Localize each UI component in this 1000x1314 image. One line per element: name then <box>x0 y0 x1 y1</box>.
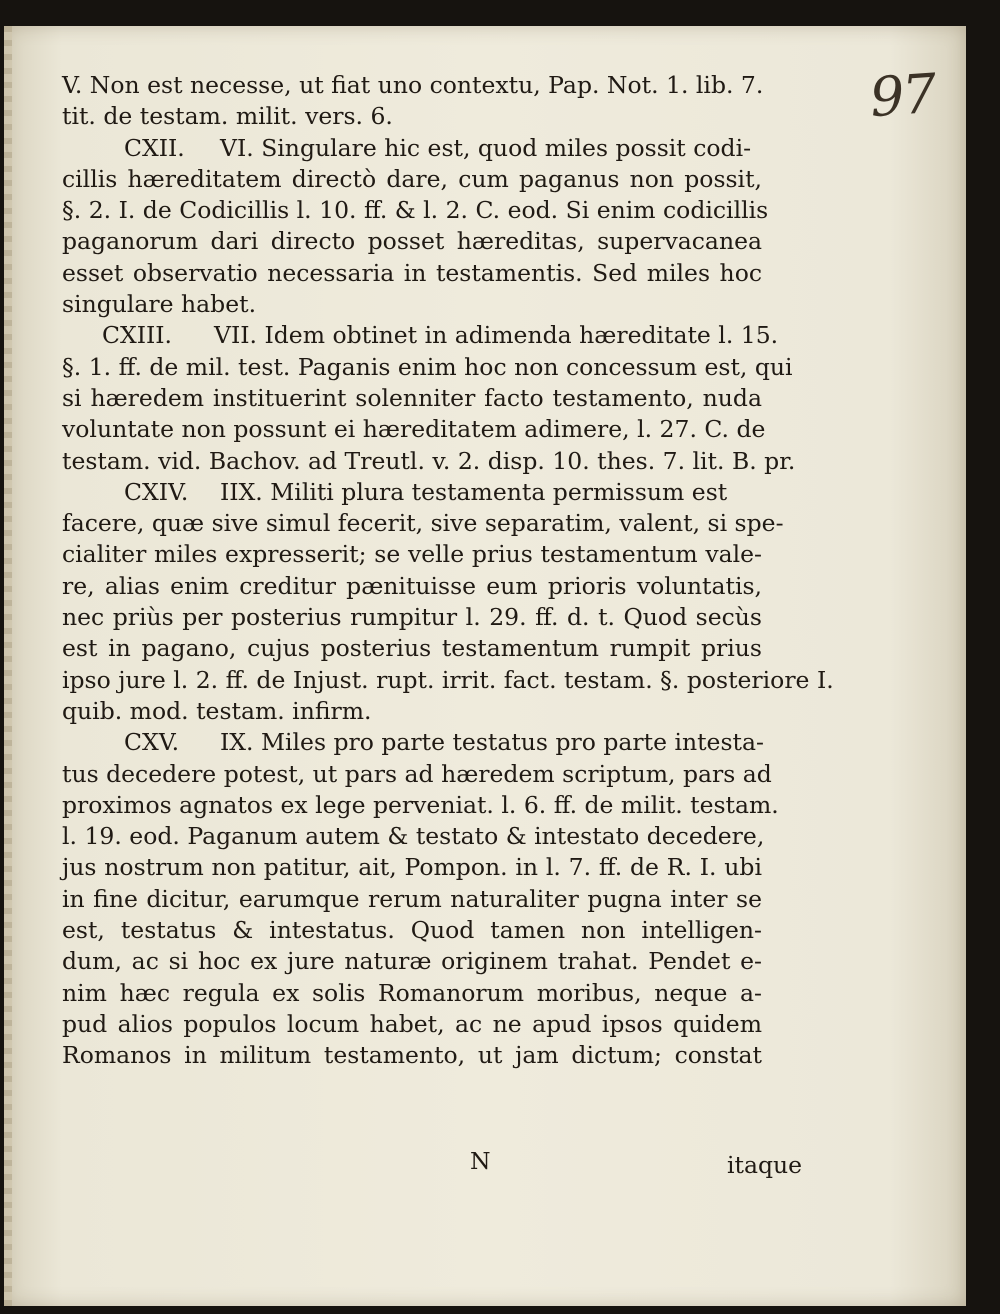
book-page <box>4 26 966 1306</box>
text-line: in fine dicitur, earumque rerum naturaliter pugna inter se <box>62 884 762 913</box>
text-line: facere, quæ sive simul fecerit, sive separatim, valent, si spe- <box>62 509 784 538</box>
text-line: singulare habet. <box>62 290 257 319</box>
signature-mark: N <box>470 1147 491 1175</box>
text-line: testam. vid. Bachov. ad Treutl. v. 2. disp. 10. thes. 7. lit. B. pr. <box>62 446 796 475</box>
section-number: CXV. <box>124 728 180 757</box>
text-line-content: IIX. Militi plura testamenta permissum est <box>220 477 728 506</box>
text-line: V. Non est necesse, ut fiat uno contextu, Pap. Not. 1. lib. 7. <box>62 71 764 99</box>
text-line: nec priùs per posterius rumpitur l. 29. ff. d. t. Quod secùs <box>62 603 762 632</box>
text-line <box>62 320 779 351</box>
text-line: est, testatus & intestatus. Quod tamen non intelligen- <box>62 916 762 945</box>
text-line: si hæredem instituerint solenniter facto testamento, nuda <box>62 383 762 412</box>
text-line: l. 19. eod. Paganum autem & testato & intestato decedere, <box>62 822 765 851</box>
catchword: itaque <box>727 1151 803 1179</box>
text-line <box>62 477 762 508</box>
text-line <box>62 133 762 164</box>
text-line: §. 1. ff. de mil. test. Paganis enim hoc non concessum est, qui <box>62 352 793 381</box>
text-line: nim hæc regula ex solis Romanorum moribus, neque a- <box>62 978 762 1007</box>
section-number: CXIV. <box>124 477 189 506</box>
text-line: est in pagano, cujus posterius testamentum rumpit prius <box>62 634 762 663</box>
text-line-content: VII. Idem obtinet in adimenda hæreditate l. 15. <box>214 321 779 350</box>
text-line: quib. mod. testam. infirm. <box>62 696 372 725</box>
text-line <box>62 727 762 758</box>
page-number: 97 <box>867 61 937 130</box>
section-number: CXII. <box>124 133 185 162</box>
text-line: pud alios populos locum habet, ac ne apud ipsos quidem <box>62 1009 762 1038</box>
text-line-content: IX. Miles pro parte testatus pro parte intesta- <box>220 728 764 757</box>
text-line: §. 2. I. de Codicillis l. 10. ff. & l. 2. C. eod. Si enim codicillis <box>62 196 769 225</box>
text-line: paganorum dari directo posset hæreditas, supervacanea <box>62 227 762 256</box>
text-line-content: VI. Singulare hic est, quod miles possit codi- <box>220 133 752 162</box>
text-line: Romanos in militum testamento, ut jam dictum; constat <box>62 1041 762 1070</box>
binding-edge <box>4 26 12 1306</box>
text-line: esset observatio necessaria in testamentis. Sed miles hoc <box>62 258 762 287</box>
text-line: cialiter miles expresserit; se velle prius testamentum vale- <box>62 540 762 569</box>
body-text <box>62 70 834 1179</box>
text-line: tit. de testam. milit. vers. 6. <box>62 102 393 131</box>
text-line: voluntate non possunt ei hæreditatem adimere, l. 27. C. de <box>62 415 766 444</box>
text-line: re, alias enim creditur pænituisse eum prioris voluntatis, <box>62 571 762 600</box>
section-number: CXIII. <box>102 321 173 350</box>
text-line: tus decedere potest, ut pars ad hæredem scriptum, pars ad <box>62 759 772 788</box>
text-line: cillis hæreditatem directò dare, cum paganus non possit, <box>62 164 762 193</box>
text-line: proximos agnatos ex lege perveniat. l. 6. ff. de milit. testam. <box>62 790 779 819</box>
text-line: ipso jure l. 2. ff. de Injust. rupt. irrit. fact. testam. §. posteriore I. <box>62 665 834 694</box>
text-line: jus nostrum non patitur, ait, Pompon. in l. 7. ff. de R. I. ubi <box>62 853 762 882</box>
text-line: dum, ac si hoc ex jure naturæ originem trahat. Pendet e- <box>62 947 762 976</box>
